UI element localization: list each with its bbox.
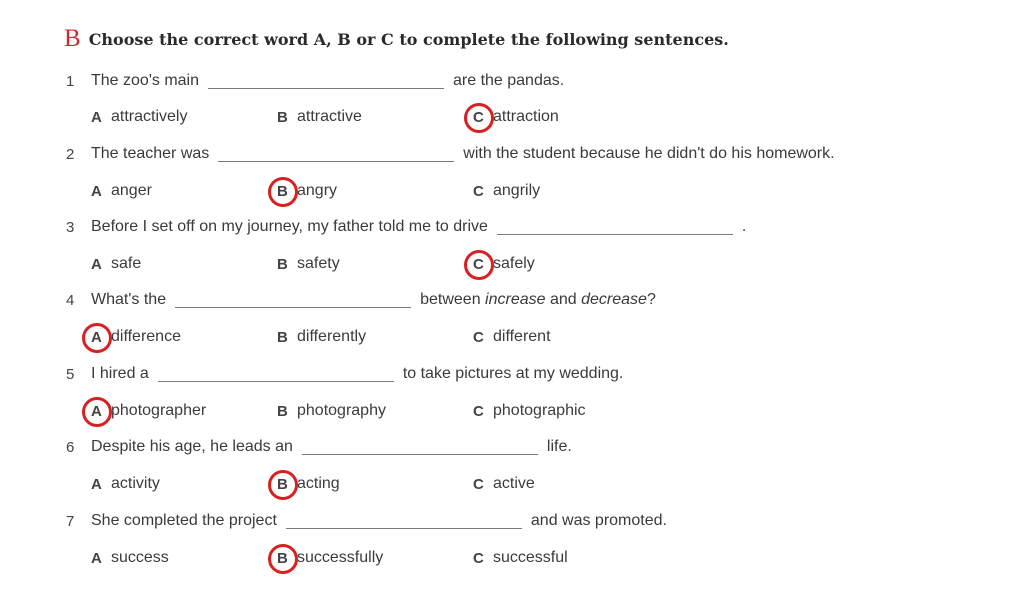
option-letter: B (277, 550, 297, 567)
question-text-after: to take pictures at my wedding. (402, 365, 624, 382)
question-4 (66, 288, 656, 312)
exercise-instruction: Choose the correct word A, B or C to complete the following sentences. (88, 29, 729, 49)
option-letter: B (277, 183, 297, 200)
answer-blank[interactable] (302, 454, 538, 455)
option-a-selected[interactable] (91, 399, 206, 423)
question-number: 6 (66, 438, 75, 456)
option-letter: B (277, 108, 288, 126)
question-3 (66, 215, 746, 239)
option-c-selected[interactable] (473, 105, 559, 129)
option-a[interactable] (91, 546, 169, 570)
question-text-before: I hired a (91, 365, 149, 382)
exercise-letter: B (64, 25, 81, 52)
option-text: acting (297, 475, 340, 492)
option-b[interactable] (277, 399, 386, 423)
option-text: angrily (493, 182, 541, 199)
options-question-1 (91, 105, 691, 129)
options-question-7 (91, 546, 691, 570)
option-text: active (493, 475, 535, 492)
option-text: safely (493, 255, 535, 272)
option-c[interactable] (473, 325, 551, 349)
question-number: 3 (66, 218, 75, 236)
option-c[interactable] (473, 399, 586, 423)
question-7 (66, 509, 667, 533)
option-text: anger (111, 182, 152, 199)
option-text: photography (297, 402, 386, 419)
option-b[interactable] (277, 252, 340, 276)
option-c[interactable] (473, 179, 540, 203)
text-part: between (420, 291, 486, 308)
option-text: attractively (111, 108, 188, 125)
option-letter: C (473, 328, 484, 346)
option-b[interactable] (277, 105, 362, 129)
question-text-after: . (741, 218, 747, 235)
question-text-after (420, 291, 656, 309)
option-text: successfully (297, 549, 384, 566)
option-text: safety (297, 255, 340, 272)
options-question-6 (91, 472, 691, 496)
options-question-4 (91, 325, 691, 349)
answer-blank[interactable] (208, 88, 444, 89)
answer-blank[interactable] (175, 307, 411, 308)
option-text: angry (297, 182, 338, 199)
option-text: photographer (111, 402, 207, 419)
option-c[interactable] (473, 546, 568, 570)
options-question-2 (91, 179, 691, 203)
option-letter: B (277, 402, 288, 420)
question-2 (66, 142, 835, 166)
option-a[interactable] (91, 252, 141, 276)
option-text: activity (111, 475, 160, 492)
italic-word: increase (485, 291, 546, 308)
answer-blank[interactable] (158, 381, 394, 382)
option-text: success (111, 549, 169, 566)
question-1 (66, 69, 564, 93)
option-letter: A (91, 403, 111, 420)
option-text: photographic (493, 402, 586, 419)
question-text-after: with the student because he didn't do his homework. (463, 145, 835, 162)
option-a[interactable] (91, 105, 187, 129)
option-a[interactable] (91, 179, 152, 203)
question-number: 1 (66, 72, 75, 90)
option-letter: A (91, 549, 102, 567)
question-text-before: Before I set off on my journey, my father told me to drive (91, 218, 488, 235)
question-text-before: Despite his age, he leads an (91, 438, 293, 455)
text-part: ? (646, 291, 656, 308)
answer-blank[interactable] (497, 234, 733, 235)
question-text-before: What's the (91, 291, 167, 308)
exercise-heading (64, 24, 729, 54)
option-b[interactable] (277, 325, 366, 349)
question-text-after: life. (546, 438, 572, 455)
answer-blank[interactable] (218, 161, 454, 162)
option-text: successful (493, 549, 568, 566)
question-5 (66, 362, 623, 386)
italic-word: decrease (581, 291, 647, 308)
option-b-selected[interactable] (277, 179, 337, 203)
options-question-3 (91, 252, 691, 276)
option-letter: C (473, 402, 484, 420)
option-letter: C (473, 256, 493, 273)
option-text: different (493, 328, 551, 345)
question-text-before: The zoo's main (91, 72, 199, 89)
option-letter: C (473, 182, 484, 200)
option-text: attractive (297, 108, 362, 125)
option-text: safe (111, 255, 142, 272)
option-letter: B (277, 476, 297, 493)
option-letter: C (473, 109, 493, 126)
option-letter: A (91, 182, 102, 200)
question-6 (66, 435, 572, 459)
option-letter: A (91, 475, 102, 493)
option-letter: C (473, 475, 484, 493)
question-number: 2 (66, 145, 75, 163)
question-number: 7 (66, 512, 75, 530)
option-letter: B (277, 328, 288, 346)
options-question-5 (91, 399, 691, 423)
option-text: differently (297, 328, 367, 345)
answer-blank[interactable] (286, 528, 522, 529)
question-text-after: and was promoted. (530, 512, 667, 529)
question-text-before: She completed the project (91, 512, 277, 529)
option-letter: A (91, 255, 102, 273)
option-b-selected[interactable] (277, 546, 383, 570)
option-letter: A (91, 108, 102, 126)
option-a[interactable] (91, 472, 160, 496)
question-text-before: The teacher was (91, 145, 210, 162)
question-number: 4 (66, 291, 75, 309)
text-part: and (545, 291, 582, 308)
option-c[interactable] (473, 472, 535, 496)
question-number: 5 (66, 365, 75, 383)
option-a-selected[interactable] (91, 325, 181, 349)
option-text: difference (111, 328, 181, 345)
question-text-after: are the pandas. (453, 72, 565, 89)
option-letter: B (277, 255, 288, 273)
option-c-selected[interactable] (473, 252, 535, 276)
option-b-selected[interactable] (277, 472, 340, 496)
option-letter: C (473, 549, 484, 567)
option-letter: A (91, 329, 111, 346)
option-text: attraction (493, 108, 559, 125)
